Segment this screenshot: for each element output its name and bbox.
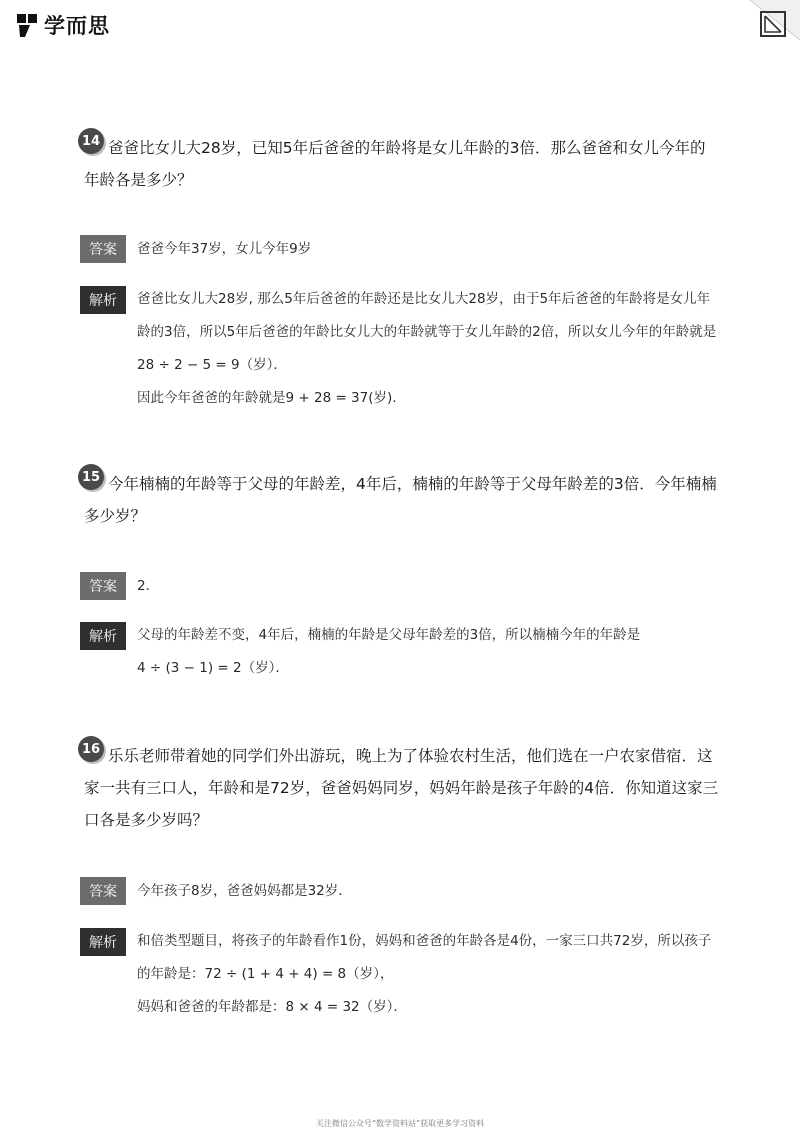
question-15 (80, 468, 720, 532)
answer-block-16 (80, 877, 720, 905)
analysis-line: 父母的年龄差不变，4年后，楠楠的年龄是父母年龄差的3倍，所以楠楠今年的年龄是 (137, 627, 641, 643)
footer-note: 关注微信公众号“数学资料站”获取更多学习资料 (315, 1119, 485, 1128)
analysis-line: 爸爸比女儿大28岁, 那么5年后爸爸的年龄还是比女儿大28岁，由于5年后爸爸的年龄将是女儿年龄的3倍，所以5年后爸爸的年龄比女儿大的年龄就等于女儿年龄的2倍，所以女儿今年的年龄就是28 ÷ 2 − 5 = 9（岁）． (137, 291, 717, 373)
answer-block-14 (80, 235, 720, 263)
answer-text: 今年孩子8岁，爸爸妈妈都是32岁． (137, 883, 352, 899)
answer-text: 2． (137, 578, 160, 594)
answer-tag: 答案 (80, 877, 126, 905)
answer-block-15 (80, 572, 720, 600)
question-text: 爸爸比女儿大28岁，已知5年后爸爸的年龄将是女儿年龄的3倍．那么爸爸和女儿今年的年龄各是多少？ (84, 139, 706, 189)
question-number-badge: 16 (78, 736, 104, 762)
question-14 (80, 132, 720, 196)
analysis-tag: 解析 (80, 286, 126, 314)
analysis-line: 妈妈和爸爸的年龄都是：8 × 4 = 32（岁）． (137, 999, 407, 1015)
analysis-block-16 (80, 928, 720, 1024)
question-number-badge: 14 (78, 128, 104, 154)
question-text: 乐乐老师带着她的同学们外出游玩，晚上为了体验农村生活，他们选在一户农家借宿．这家一共有三口人，年龄和是72岁，爸爸妈妈同岁，妈妈年龄是孩子年龄的4倍．你知道这家三口各是多少岁吗？ (84, 747, 719, 829)
answer-text: 爸爸今年37岁，女儿今年9岁 (137, 241, 312, 257)
analysis-block-15 (80, 622, 720, 685)
ruler-triangle-icon (758, 9, 788, 39)
analysis-tag: 解析 (80, 622, 126, 650)
logo-mark-icon (16, 12, 40, 38)
analysis-block-14 (80, 286, 720, 415)
logo-text: 学而思 (44, 14, 110, 38)
question-text: 今年楠楠的年龄等于父母的年龄差，4年后，楠楠的年龄等于父母年龄差的3倍．今年楠楠多少岁？ (84, 475, 717, 525)
brand-logo (16, 10, 110, 40)
analysis-tag: 解析 (80, 928, 126, 956)
question-16 (80, 740, 720, 836)
analysis-line: 因此今年爸爸的年龄就是9 + 28 = 37(岁)． (137, 390, 406, 406)
answer-tag: 答案 (80, 235, 126, 263)
analysis-line: 4 ÷ (3 − 1) = 2（岁）． (137, 660, 289, 676)
question-number-badge: 15 (78, 464, 104, 490)
answer-tag: 答案 (80, 572, 126, 600)
analysis-line: 和倍类型题目，将孩子的年龄看作1份，妈妈和爸爸的年龄各是4份，一家三口共72岁，所以孩子的年龄是：72 ÷ (1 + 4 + 4) = 8（岁）， (137, 933, 712, 982)
